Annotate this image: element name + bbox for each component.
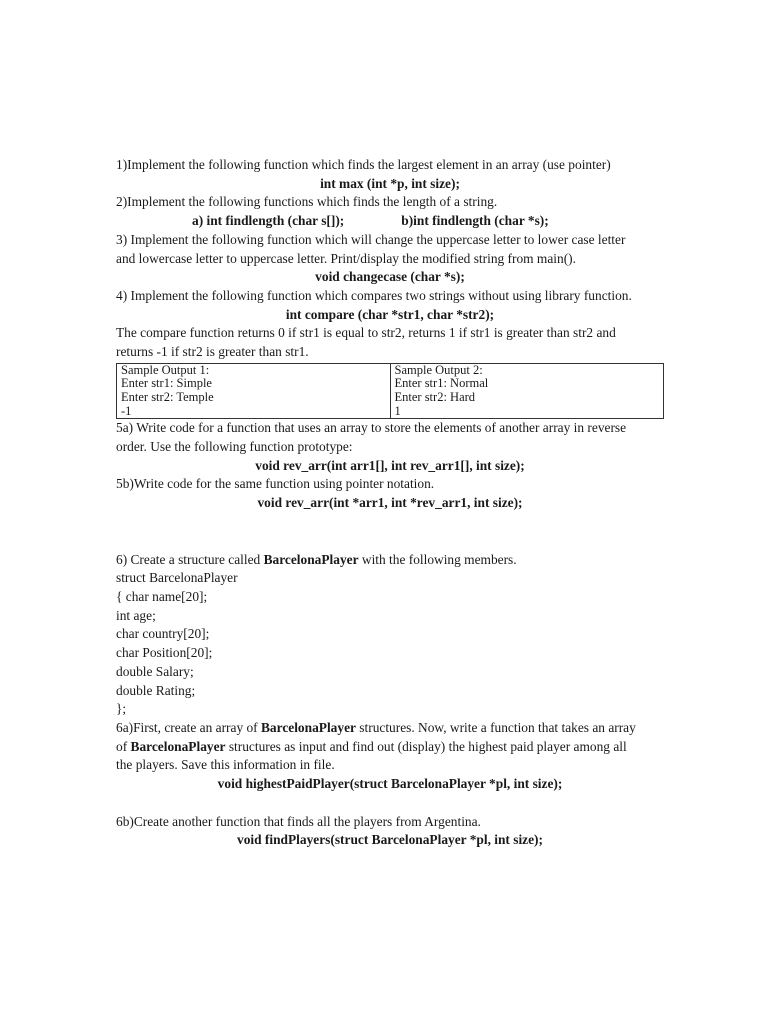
sample-output-table bbox=[116, 363, 664, 419]
q5b-prototype: void rev_arr(int *arr1, int *rev_arr1, int size); bbox=[257, 494, 523, 510]
q6a-text-line2 bbox=[116, 738, 664, 757]
q6a-post: structures. Now, write a function that takes an array bbox=[355, 719, 636, 735]
q5a-text-line1: 5a) Write code for a function that uses an array to store the elements of another array in reverse bbox=[116, 420, 627, 436]
sample-output-2 bbox=[390, 363, 664, 418]
struct-line: int age; bbox=[116, 607, 156, 623]
q6-intro bbox=[116, 551, 664, 570]
q4-prototype: int compare (char *str1, char *str2); bbox=[285, 306, 495, 322]
q2-prototype-b: b)int findlength (char *s); bbox=[401, 213, 549, 229]
sample1-heading: Sample Output 1: bbox=[121, 362, 210, 377]
struct-line: }; bbox=[116, 701, 127, 717]
q6a2-struct-name: BarcelonaPlayer bbox=[130, 738, 226, 754]
q4-desc-line2: returns -1 if str2 is greater than str1. bbox=[116, 344, 309, 360]
struct-line: char country[20]; bbox=[116, 626, 210, 642]
q2-prototype-a: a) int findlength (char s[]); bbox=[192, 213, 345, 229]
sample2-line: Enter str1: Normal bbox=[394, 376, 489, 391]
assignment-content bbox=[116, 156, 664, 850]
struct-line: struct BarcelonaPlayer bbox=[116, 570, 238, 586]
struct-line: { char name[20]; bbox=[116, 589, 208, 605]
sample1-result: -1 bbox=[121, 403, 132, 418]
sample1-line: Enter str1: Simple bbox=[121, 376, 212, 391]
q6a-text-line3: the players. Save this information in file. bbox=[116, 757, 335, 773]
struct-line: char Position[20]; bbox=[116, 645, 213, 661]
q3-text-line2: and lowercase letter to uppercase letter. Print/display the modified string from main(). bbox=[116, 250, 576, 266]
q6a-struct-name: BarcelonaPlayer bbox=[261, 719, 356, 735]
sample2-line: Enter str2: Hard bbox=[394, 389, 476, 404]
q6a-prototype: void highestPaidPlayer(struct BarcelonaPlayer *pl, int size); bbox=[217, 776, 563, 792]
q6a-pre: 6a)First, create an array of bbox=[116, 719, 261, 735]
q6b-prototype: void findPlayers(struct BarcelonaPlayer *pl, int size); bbox=[237, 832, 543, 848]
q5a-prototype: void rev_arr(int arr1[], int rev_arr1[], int size); bbox=[255, 457, 525, 473]
sample-output-1 bbox=[117, 363, 391, 418]
q6-intro-struct-name: BarcelonaPlayer bbox=[263, 551, 359, 567]
struct-line: double Rating; bbox=[116, 682, 196, 698]
sample2-heading: Sample Output 2: bbox=[394, 362, 483, 377]
sample2-result: 1 bbox=[394, 403, 401, 418]
q6a2-pre: of bbox=[116, 738, 131, 754]
q4-text: 4) Implement the following function which compares two strings without using library function. bbox=[116, 287, 632, 303]
q5b-text: 5b)Write code for the same function using pointer notation. bbox=[116, 476, 435, 492]
q2-prototypes bbox=[116, 212, 664, 231]
q1-prototype: int max (int *p, int size); bbox=[320, 175, 460, 191]
q6b-text: 6b)Create another function that finds all the players from Argentina. bbox=[116, 813, 481, 829]
struct-line: double Salary; bbox=[116, 663, 194, 679]
q5a-text-line2: order. Use the following function prototype: bbox=[116, 438, 353, 454]
q6a2-post: structures as input and find out (display) the highest paid player among all bbox=[225, 738, 627, 754]
q6a-text-line1 bbox=[116, 719, 664, 738]
q6-intro-post: with the following members. bbox=[358, 551, 517, 567]
q6-intro-pre: 6) Create a structure called bbox=[116, 551, 264, 567]
q3-text-line1: 3) Implement the following function which will change the uppercase letter to lower case letter bbox=[116, 231, 626, 247]
q1-text: 1)Implement the following function which finds the largest element in an array (use pointer) bbox=[116, 157, 611, 172]
q4-desc-line1: The compare function returns 0 if str1 is equal to str2, returns 1 if str1 is greater than str2 and bbox=[116, 325, 616, 341]
q2-text: 2)Implement the following functions which finds the length of a string. bbox=[116, 194, 498, 210]
q3-prototype: void changecase (char *s); bbox=[315, 269, 465, 285]
sample1-line: Enter str2: Temple bbox=[121, 389, 214, 404]
